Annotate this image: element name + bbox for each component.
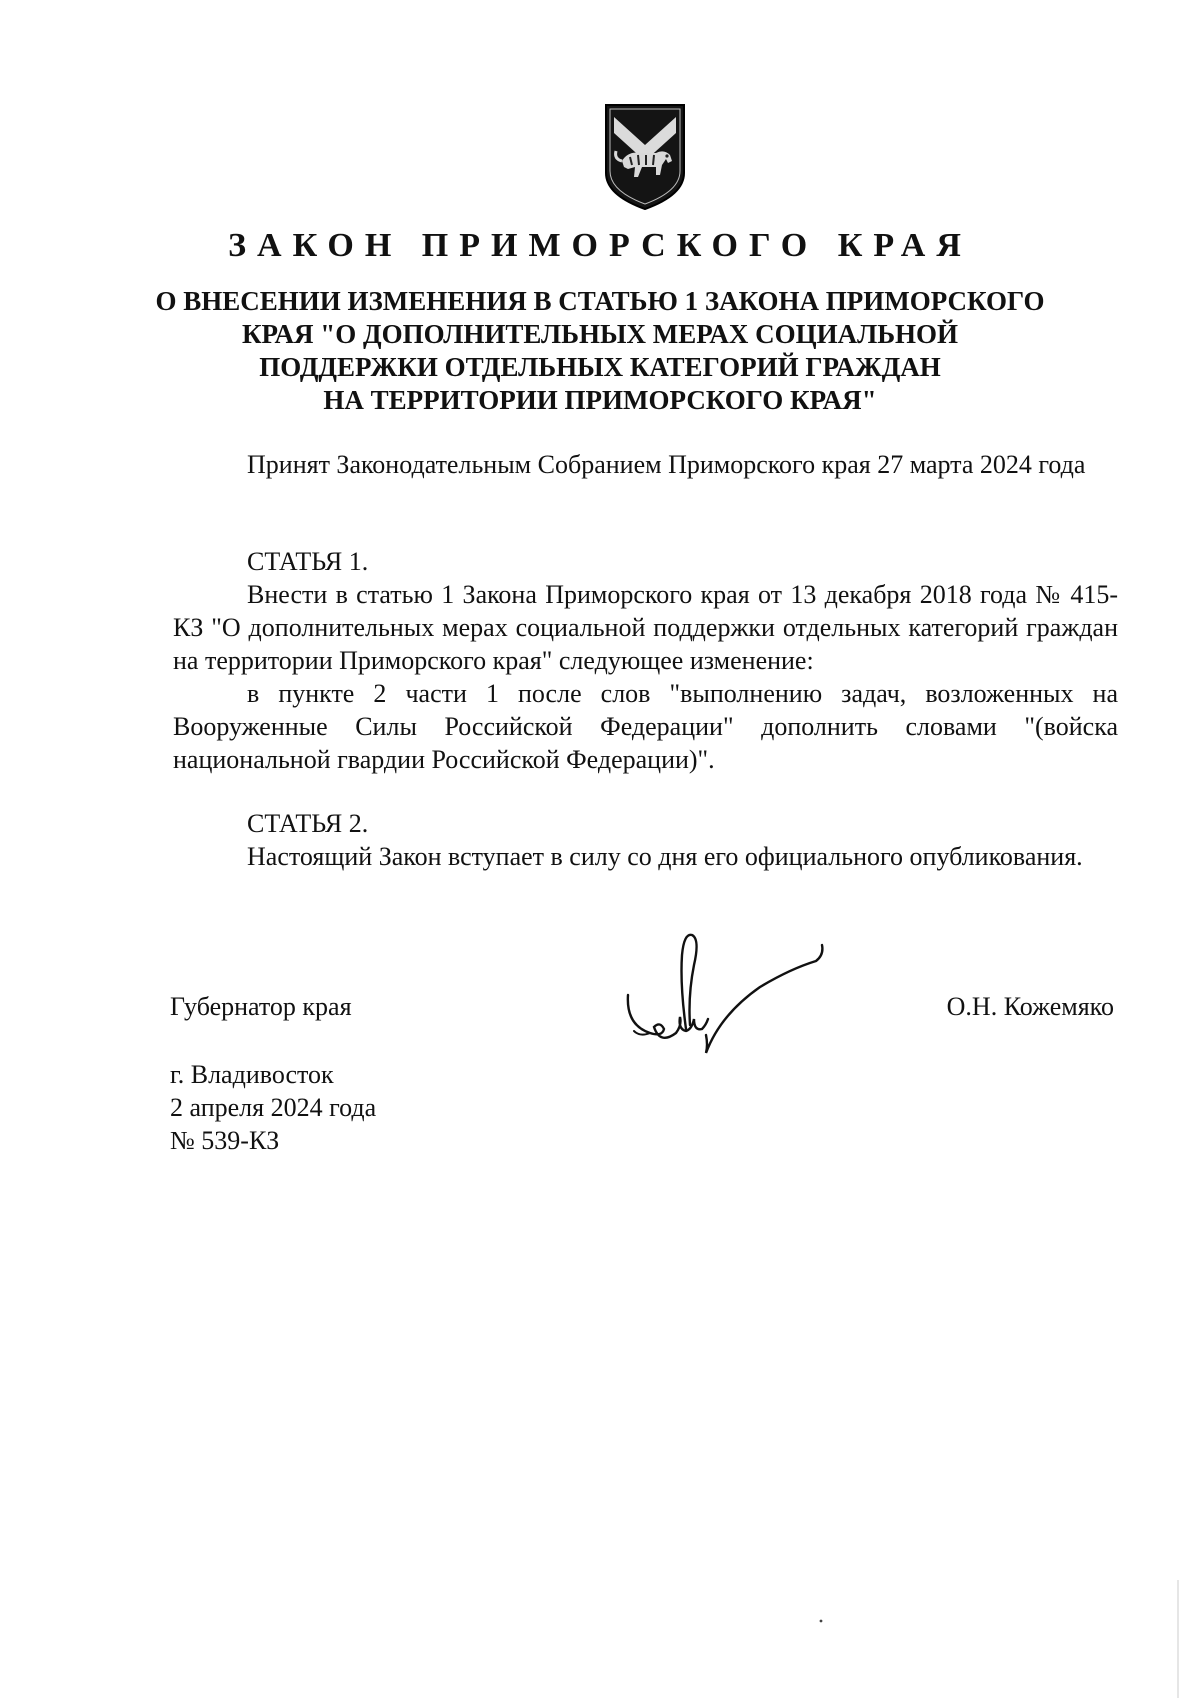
- subtitle-line: КРАЯ "О ДОПОЛНИТЕЛЬНЫХ МЕРАХ СОЦИАЛЬНОЙ: [241, 319, 959, 349]
- article-2: [173, 807, 1118, 873]
- subtitle-line: О ВНЕСЕНИИ ИЗМЕНЕНИЯ В СТАТЬЮ 1 ЗАКОНА ПРИМОРСКОГО: [155, 286, 1045, 316]
- footer-number: № 539-КЗ: [170, 1126, 280, 1155]
- article-1-heading: СТАТЬЯ 1.: [247, 547, 369, 576]
- footer-date: 2 апреля 2024 года: [170, 1093, 377, 1122]
- law-title: ЗАКОН ПРИМОРСКОГО КРАЯ: [228, 227, 972, 264]
- coat-of-arms-icon: [604, 103, 686, 211]
- law-subtitle: [130, 285, 1070, 417]
- article-1: [173, 545, 1118, 776]
- subtitle-line: ПОДДЕРЖКИ ОТДЕЛЬНЫХ КАТЕГОРИЙ ГРАЖДАН: [259, 352, 941, 382]
- signature-svg: [620, 925, 840, 1065]
- article-2-paragraph-1: Настоящий Закон вступает в силу со дня его официального опубликования.: [247, 842, 1083, 871]
- adoption-note: [173, 448, 1118, 481]
- subtitle-line: НА ТЕРРИТОРИИ ПРИМОРСКОГО КРАЯ": [323, 385, 877, 415]
- article-1-paragraph-2: в пункте 2 части 1 после слов "выполнению задач, возложенных на Вооруженные Силы Российской Федерации" дополнить словами "(войска национальной гвардии Российской Федерации)".: [173, 679, 1118, 774]
- signatory-name: О.Н. Кожемяко: [946, 992, 1114, 1021]
- document-footer: [170, 1058, 376, 1157]
- footer-city: г. Владивосток: [170, 1060, 334, 1089]
- adoption-text: Принят Законодательным Собранием Приморского края 27 марта 2024 года: [247, 450, 1086, 479]
- signatory-position: Губернатор края: [170, 992, 352, 1021]
- handwritten-signature: [620, 925, 840, 1065]
- coat-of-arms-svg: [604, 103, 686, 211]
- article-1-paragraph-1: Внести в статью 1 Закона Приморского края от 13 декабря 2018 года № 415-КЗ "О дополнительных мерах социальной поддержки отдельных категорий граждан на территории Приморского края" следующее изменение:: [173, 580, 1118, 675]
- article-2-heading: СТАТЬЯ 2.: [247, 809, 369, 838]
